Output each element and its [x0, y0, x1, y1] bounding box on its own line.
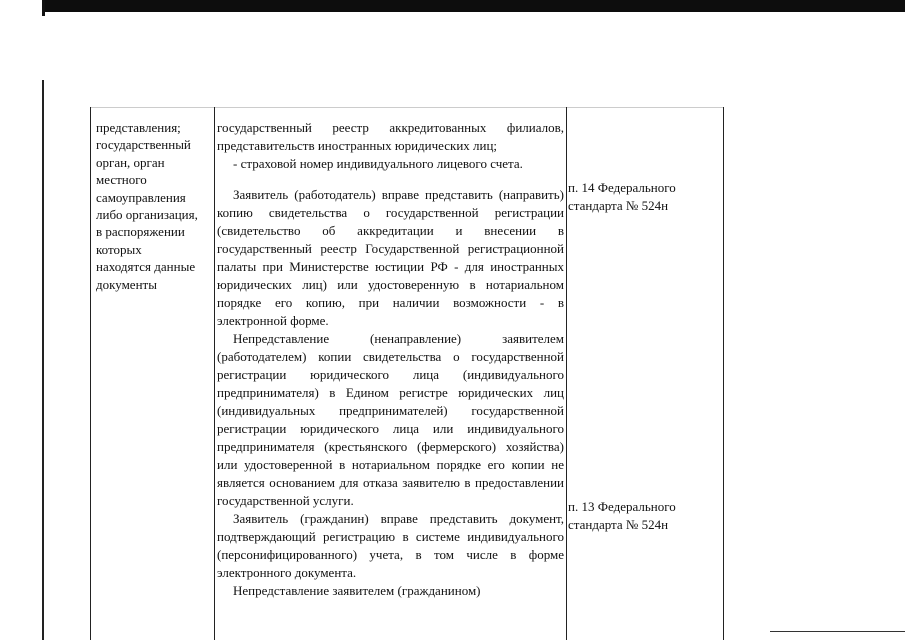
col1-line: либо организация, [96, 207, 198, 223]
table-border-right [723, 107, 724, 640]
table-top-rule [90, 107, 724, 108]
reference-p13 [568, 498, 718, 534]
scan-left-edge [42, 80, 44, 640]
col1-line: документы [96, 276, 157, 292]
table-divider-2 [566, 107, 567, 640]
paragraph-non-submission-citizen: Непредставление заявителем (гражданином) [233, 583, 481, 598]
paragraph-insurance-number: - страховой номер индивидуального лицевого счета. [233, 156, 523, 171]
reference-line: стандарта № 524н [568, 198, 669, 213]
paragraph-registry: государственный реестр аккредитованных филиалов, представительств иностранных юридических лиц; [217, 120, 564, 153]
column-source-bodies [96, 119, 211, 293]
table-border-left [90, 107, 91, 640]
col1-line: в распоряжении [96, 224, 185, 240]
col1-line: которых [96, 241, 142, 257]
col1-line: орган, орган [96, 154, 165, 170]
reference-line: стандарта № 524н [568, 517, 669, 532]
reference-line: п. 14 Федерального [568, 180, 676, 195]
reference-p14 [568, 179, 718, 215]
paragraph-non-submission-employer: Непредставление (ненаправление) заявителем (работодателем) копии свидетельства о государственной регистрации юридического лица (индивидуального предпринимателя) в Едином регистре юридических лиц (индивидуальных предпринимателей) государственной регистрации юридического лица или индивидуального предпринимателя (крестьянского (фермерского) хозяйства) или удостоверенной в нотариальном порядке его копии не является основанием для отказа заявителю в предоставлении государственной услуги. [217, 331, 564, 508]
col1-line: находятся данные [96, 259, 196, 275]
col1-line: местного [96, 172, 147, 188]
col1-line: представления; [96, 120, 181, 135]
table-divider-1 [214, 107, 215, 640]
scan-top-border [45, 0, 905, 12]
column-requirements-text [217, 119, 564, 600]
paragraph-applicant-employer: Заявитель (работодатель) вправе представить (направить) копию свидетельства о государственной регистрации (свидетельство об аккредитации и внесении в государственный реестр Государственной регистрационной палаты при Министерстве юстиции РФ - для иностранных юридических лиц) или удостоверенную в нотариальном порядке его копию, при наличии возможности - в электронной форме. [217, 187, 564, 328]
reference-line: п. 13 Федерального [568, 499, 676, 514]
scan-bottom-mark [770, 631, 905, 632]
paragraph-applicant-citizen: Заявитель (гражданин) вправе представить документ, подтверждающий регистрацию в системе индивидуального (персонифицированного) учета, в том числе в форме электронного документа. [217, 511, 564, 580]
col1-line: самоуправления [96, 189, 186, 205]
col1-line: государственный [96, 137, 191, 153]
document-table [90, 107, 724, 640]
